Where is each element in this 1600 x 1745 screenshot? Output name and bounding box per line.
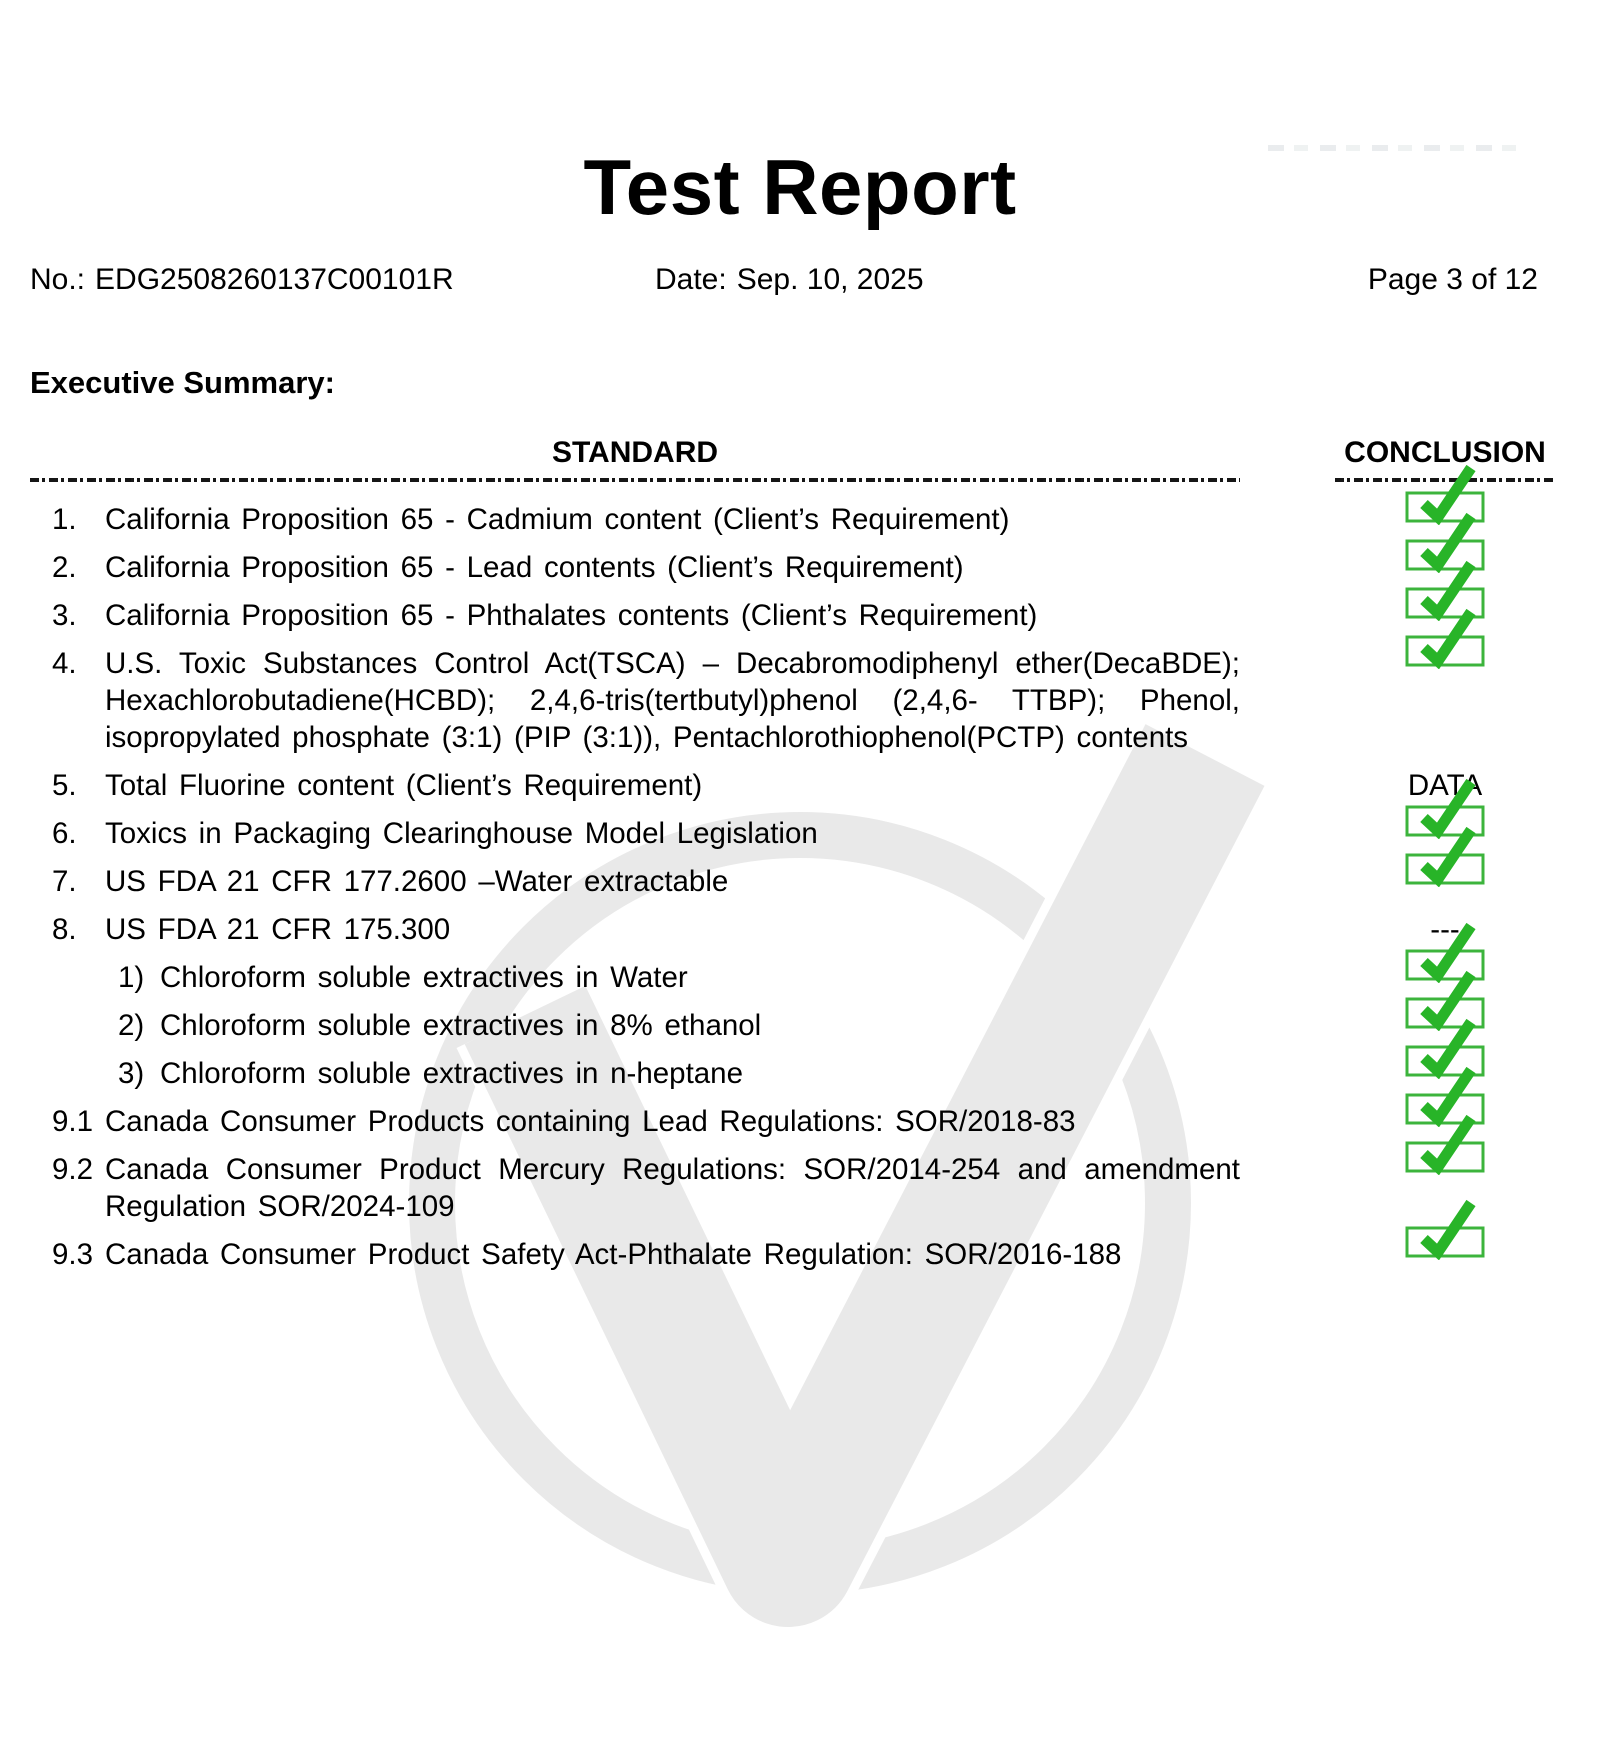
report-page (0, 145, 1600, 1273)
conclusion-cell (1335, 863, 1555, 900)
report-number (30, 263, 454, 297)
table-row (30, 911, 1600, 948)
row-number: 7. (52, 864, 77, 898)
row-number: 3) (118, 1056, 145, 1090)
report-number-label: No.: (30, 262, 86, 296)
report-date-label: Date: (655, 262, 727, 296)
section-heading: Executive Summary: (30, 364, 335, 400)
table-row (30, 501, 1600, 538)
table-row (30, 815, 1600, 852)
conclusion-cell (1335, 645, 1555, 756)
row-number: 4. (52, 646, 77, 680)
row-number: 2) (118, 1008, 145, 1042)
pass-checkmark-icon (1403, 605, 1487, 669)
standard-text: US FDA 21 CFR 175.300 (105, 912, 451, 946)
standard-text: Chloroform soluble extractives in n-heptane (160, 1056, 743, 1090)
row-number: 9.1 (52, 1104, 94, 1138)
pass-checkmark-icon (1403, 823, 1487, 887)
standard-text: Chloroform soluble extractives in 8% ethanol (160, 1008, 762, 1042)
standard-text: Canada Consumer Product Safety Act-Phthalate Regulation: SOR/2016-188 (105, 1237, 1122, 1271)
table-row (30, 645, 1600, 756)
row-number: 6. (52, 816, 77, 850)
conclusion-text: --- (1430, 912, 1460, 946)
standard-text: Toxics in Packaging Clearinghouse Model Legislation (105, 816, 818, 850)
table-header-row (30, 435, 1600, 471)
standard-text: U.S. Toxic Substances Control Act(TSCA) – Decabromodiphenyl ether(DecaBDE); Hexachlorobutadiene(HCBD); 2,4,6-tris(tertbutyl)phenol (2,4,6- TTBP); Phenol, isopropylated phosphate (3:1) (PIP (3:1)), Pentachlorothiophenol(PCTP) contents (105, 646, 1240, 754)
pass-checkmark-icon (1403, 1196, 1487, 1260)
standard-text: California Proposition 65 - Phthalates contents (Client’s Requirement) (105, 598, 1038, 632)
standard-text: Chloroform soluble extractives in Water (160, 960, 688, 994)
page-indicator: Page 3 of 12 (1367, 262, 1538, 296)
standard-text: US FDA 21 CFR 177.2600 –Water extractable (105, 864, 729, 898)
standard-text: Canada Consumer Products containing Lead Regulations: SOR/2018-83 (105, 1104, 1076, 1138)
report-date (655, 263, 924, 297)
summary-table (0, 435, 1600, 1273)
table-row (30, 1103, 1600, 1140)
pass-checkmark-icon (1403, 1111, 1487, 1175)
table-row (30, 1007, 1600, 1044)
conclusion-text: DATA (1407, 768, 1483, 802)
report-info-row (0, 263, 1600, 303)
table-row (30, 597, 1600, 634)
row-number: 3. (52, 598, 77, 632)
table-row (30, 767, 1600, 804)
table-row (30, 863, 1600, 900)
row-number: 9.3 (52, 1237, 94, 1271)
header-separator-row (30, 478, 1600, 482)
row-number: 5. (52, 768, 77, 802)
row-number: 1. (52, 502, 77, 536)
table-row (30, 1055, 1600, 1092)
table-row (30, 1151, 1600, 1225)
standard-text: Canada Consumer Product Mercury Regulations: SOR/2014-254 and amendment Regulation SOR/2024-109 (105, 1152, 1240, 1223)
standard-text: California Proposition 65 - Lead contents (Client’s Requirement) (105, 550, 964, 584)
standard-text: California Proposition 65 - Cadmium content (Client’s Requirement) (105, 502, 1010, 536)
standard-text: Total Fluorine content (Client’s Requirement) (105, 768, 703, 802)
separator-standard (30, 478, 1240, 482)
conclusion-cell (1335, 1236, 1555, 1273)
table-row (30, 549, 1600, 586)
column-header-conclusion: CONCLUSION (1344, 435, 1546, 469)
report-date-value: Sep. 10, 2025 (736, 262, 924, 296)
row-number: 1) (118, 960, 145, 994)
table-row (30, 959, 1600, 996)
page-title: Test Report (583, 143, 1017, 231)
row-number: 9.2 (52, 1152, 94, 1186)
report-number-value: EDG2508260137C00101R (95, 262, 454, 296)
summary-table-rows (0, 501, 1600, 1273)
row-number: 2. (52, 550, 77, 584)
table-row (30, 1236, 1600, 1273)
column-header-standard: STANDARD (551, 435, 719, 469)
row-number: 8. (52, 912, 77, 946)
